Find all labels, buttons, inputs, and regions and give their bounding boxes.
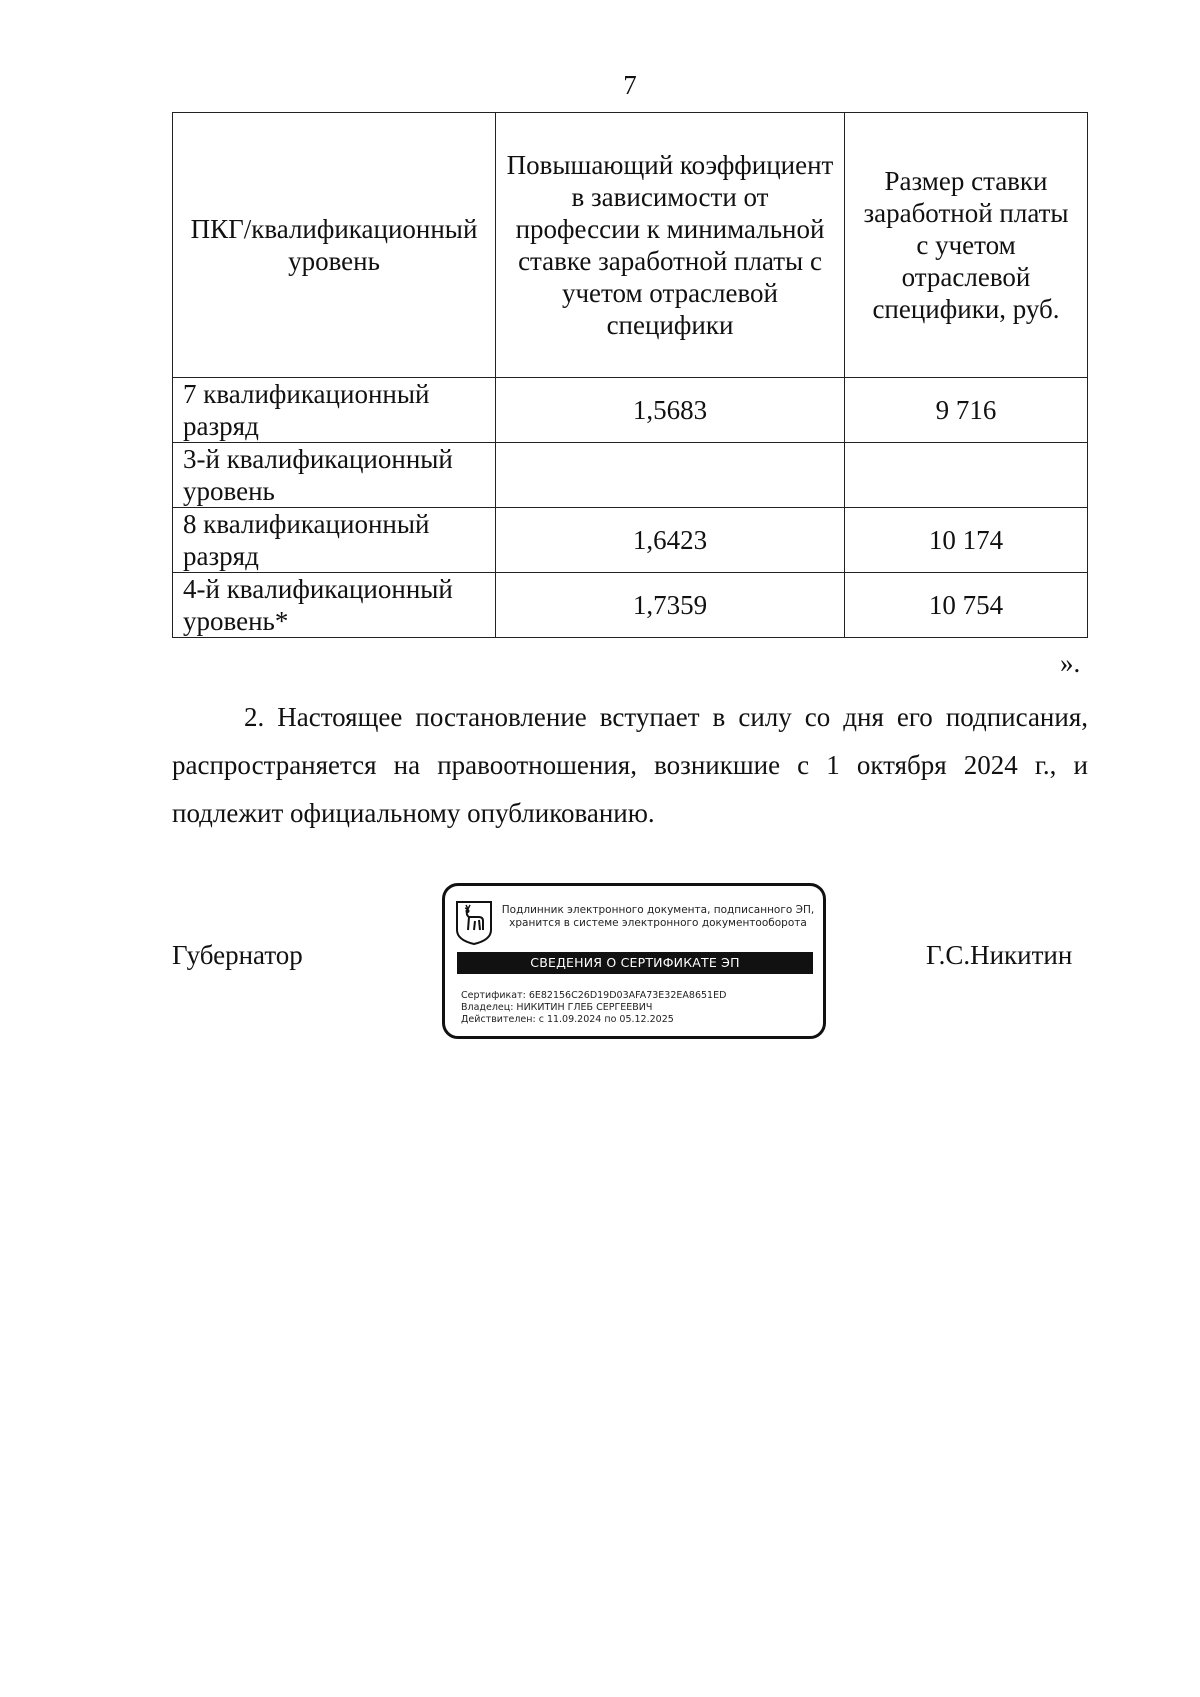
row-coefficient: 1,5683 (496, 378, 845, 443)
effective-date-paragraph: 2. Настоящее постановление вступает в силу со дня его подписания, распространяется на правоотношения, возникшие с 1 октября 2024 г., и подлежит официальному опубликованию. (172, 702, 1088, 828)
stamp-certificate-details (461, 990, 726, 1026)
row-label: 8 квалификационный разряд (173, 508, 496, 573)
signatory-name: Г.С.Никитин (926, 940, 1073, 970)
electronic-signature-stamp (442, 883, 826, 1039)
signatory-position: Губернатор (172, 940, 303, 970)
deer-coat-of-arms-icon (455, 900, 493, 946)
table-header-row (173, 113, 1088, 378)
certificate-number: Сертификат: 6E82156C26D19D03AFA73E32EA8651ED (461, 990, 727, 1001)
row-label: 7 квалификационный разряд (173, 378, 496, 443)
salary-rates-table (172, 112, 1088, 638)
certificate-owner: Владелец: НИКИТИН ГЛЕБ СЕРГЕЕВИЧ (461, 1002, 653, 1013)
row-label: 3-й квалификационный уровень (173, 443, 496, 508)
header-rate: Размер ставки заработной платы с учетом отраслевой специфики, руб. (845, 113, 1088, 378)
certificate-validity: Действителен: с 11.09.2024 по 05.12.2025 (461, 1014, 674, 1025)
table-row (173, 508, 1088, 573)
quote-end: ». (1060, 648, 1081, 678)
row-rate: 10 174 (845, 508, 1088, 573)
header-coefficient: Повышающий коэффициент в зависимости от профессии к минимальной ставке заработной платы с учетом отраслевой специфики (496, 113, 845, 378)
row-rate: 9 716 (845, 378, 1088, 443)
stamp-certificate-heading: СВЕДЕНИЯ О СЕРТИФИКАТЕ ЭП (457, 952, 813, 974)
table-row (173, 443, 1088, 508)
row-coefficient (496, 443, 845, 508)
row-coefficient: 1,6423 (496, 508, 845, 573)
row-coefficient: 1,7359 (496, 573, 845, 638)
row-rate: 10 754 (845, 573, 1088, 638)
page-number: 7 (623, 70, 637, 100)
table-row (173, 378, 1088, 443)
stamp-notice (495, 904, 821, 930)
stamp-notice-line: Подлинник электронного документа, подписанного ЭП, (501, 904, 815, 916)
row-label: 4-й квалификационный уровень* (173, 573, 496, 638)
header-qualification-level: ПКГ/квалификационный уровень (173, 113, 496, 378)
stamp-notice-line: хранится в системе электронного документооборота (509, 917, 807, 929)
table-row (173, 573, 1088, 638)
row-rate (845, 443, 1088, 508)
